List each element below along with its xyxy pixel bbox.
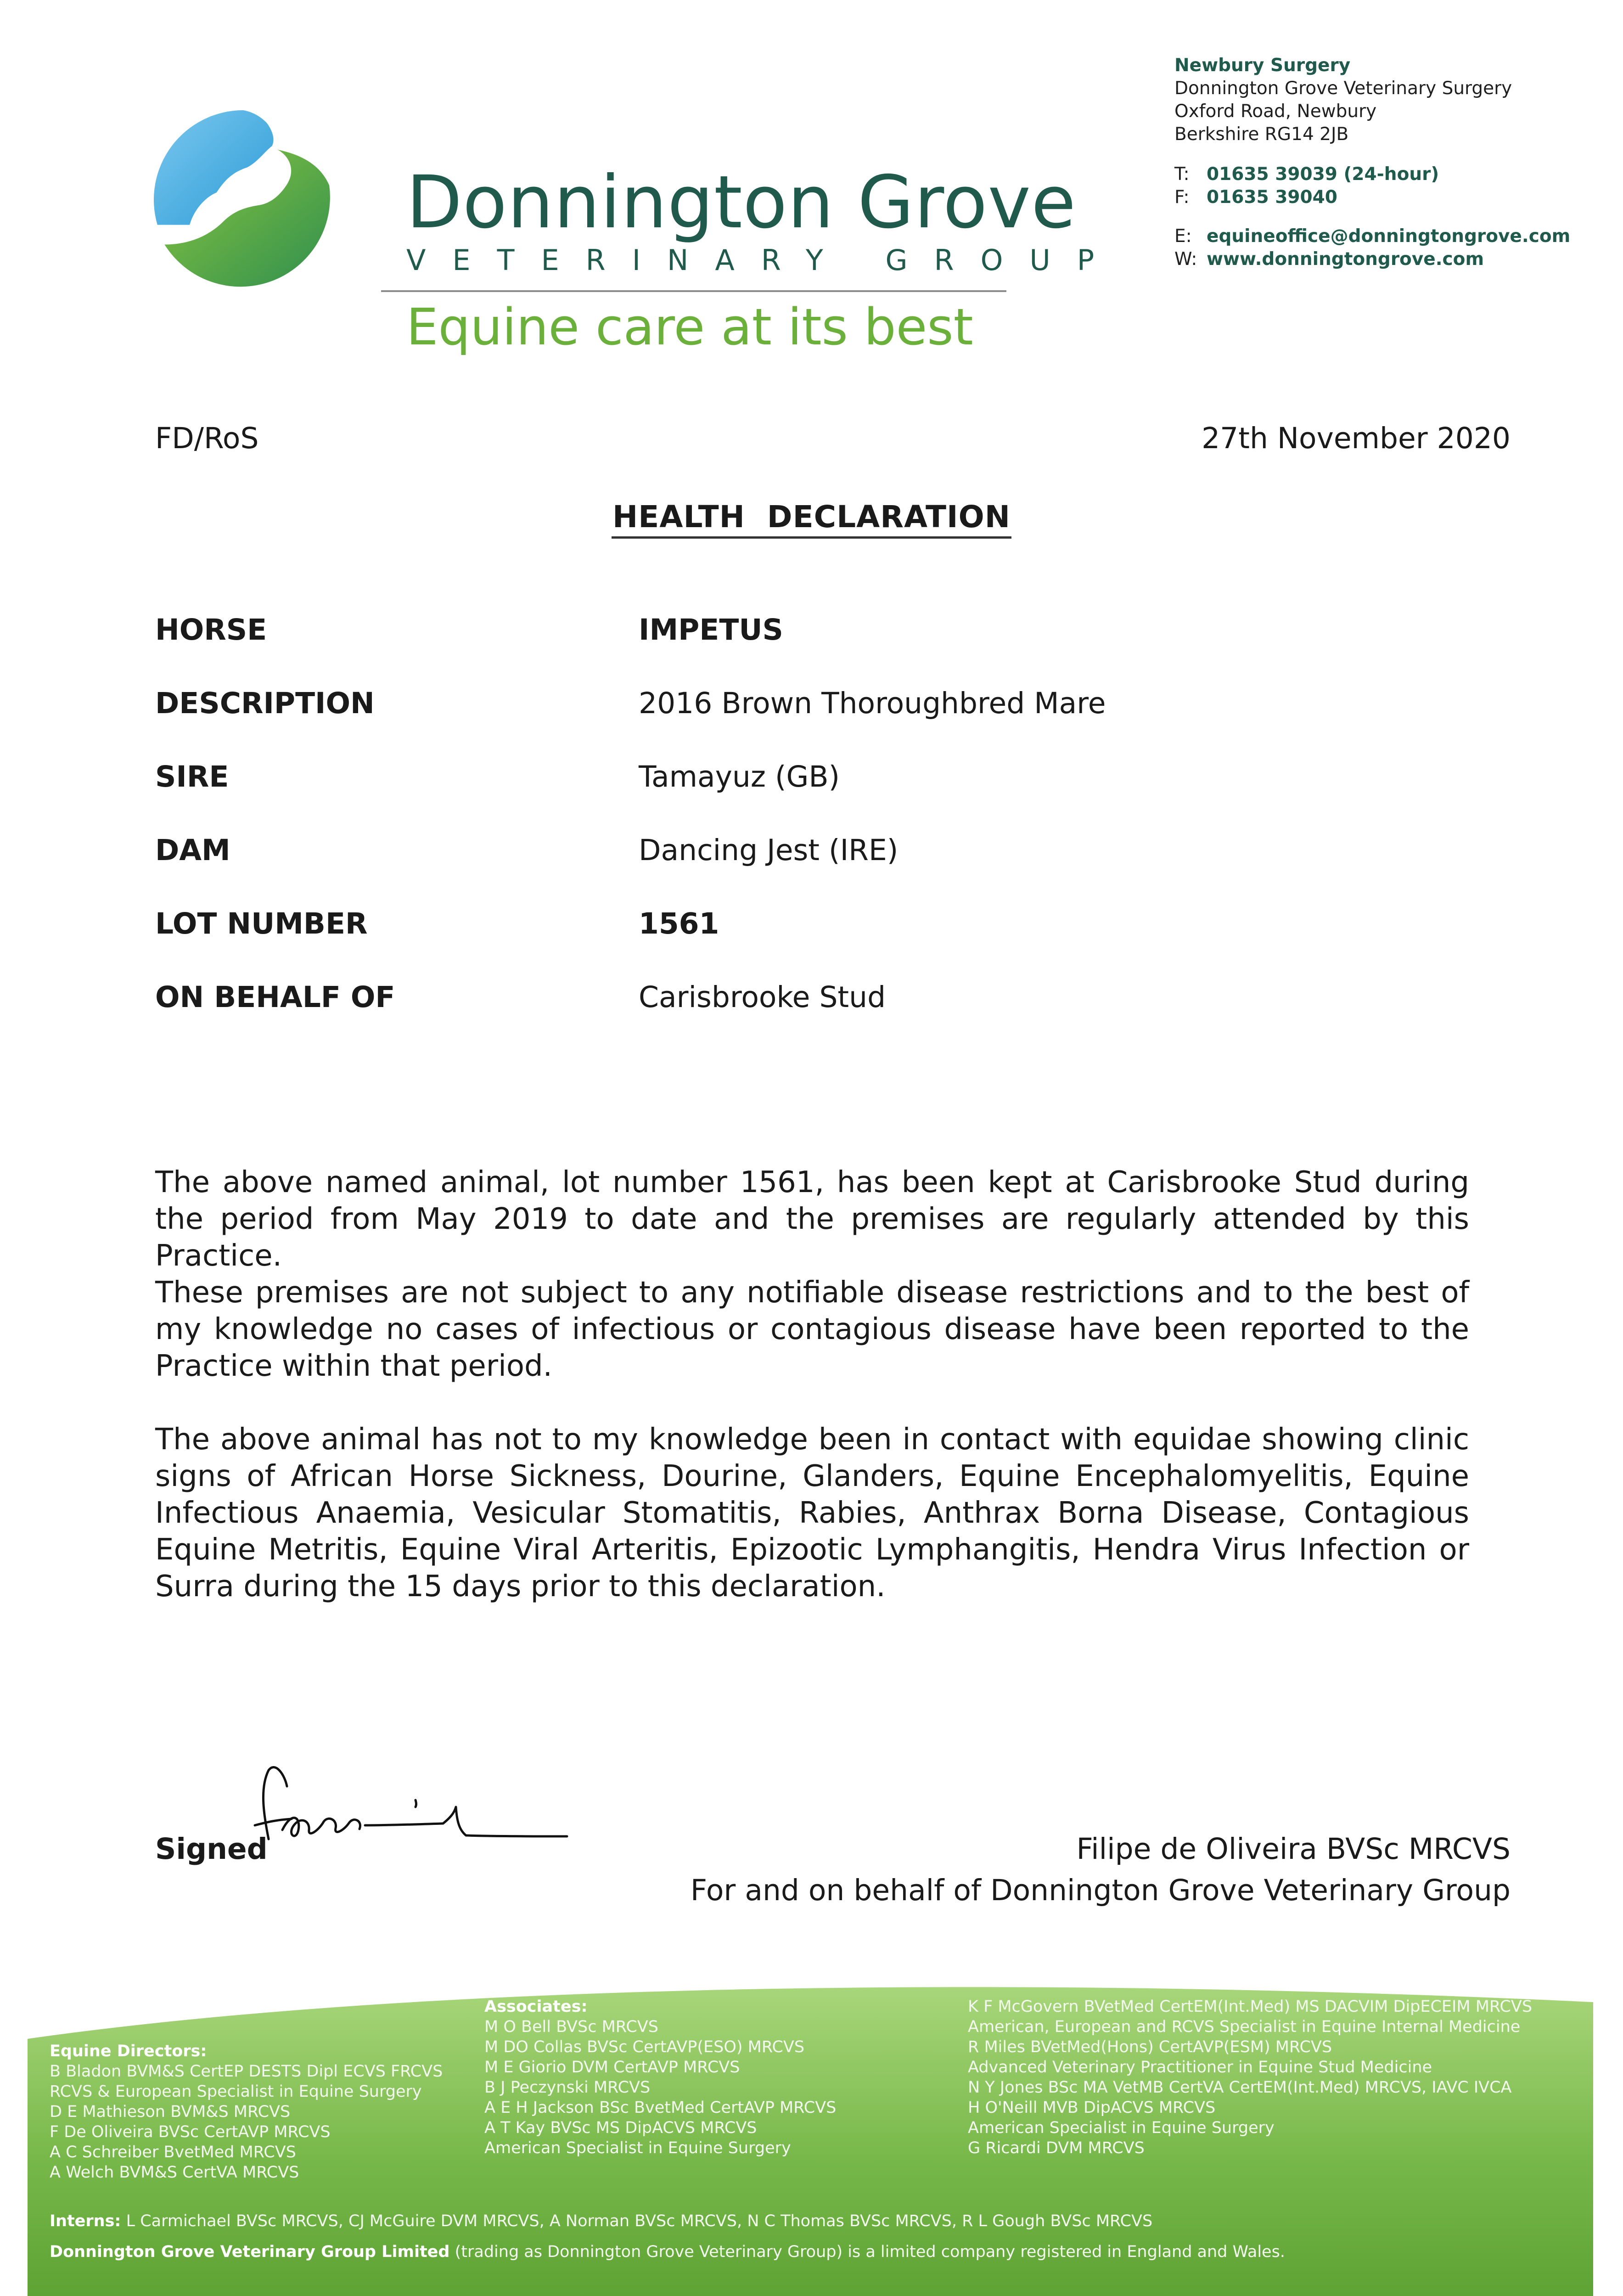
associate-entry: Advanced Veterinary Practitioner in Equine Stud Medicine xyxy=(968,2058,1432,2077)
associate-entry: M E Giorio DVM CertAVP MRCVS xyxy=(484,2058,740,2077)
tel-label: T: xyxy=(1174,164,1190,185)
director-entry: F De Oliveira BVSc CertAVP MRCVS xyxy=(50,2123,331,2141)
handwritten-signature xyxy=(250,1761,581,1867)
email-link[interactable]: equineoffice@donningtongrove.com xyxy=(1207,226,1571,247)
email-label: E: xyxy=(1174,226,1192,247)
address-line: Berkshire RG14 2JB xyxy=(1174,124,1349,145)
detail-value: Tamayuz (GB) xyxy=(639,760,840,793)
associate-entry: B J Peczynski MRCVS xyxy=(484,2078,651,2097)
declaration-paragraph: These premises are not subject to any notifiable disease restrictions and to the best of my knowledge no cases of infectious or contagious disease have been reported to the Practice within that period. xyxy=(155,1276,1469,1383)
associate-entry: N Y Jones BSc MA VetMB CertVA CertEM(Int.Med) MRCVS, IAVC IVCA xyxy=(968,2078,1512,2097)
footer-company xyxy=(50,2242,1285,2262)
footer-associates xyxy=(484,1997,836,2158)
detail-label: LOT NUMBER xyxy=(155,907,368,940)
director-entry: D E Mathieson BVM&S MRCVS xyxy=(50,2103,291,2121)
associate-entry: American, European and RCVS Specialist in Equine Internal Medicine xyxy=(968,2018,1521,2036)
detail-row-lot-number xyxy=(155,907,1533,948)
associates-heading: Associates: xyxy=(484,1998,588,2016)
brand-name: Donnington Grove xyxy=(406,160,1077,245)
brand-tagline: Equine care at its best xyxy=(406,298,973,356)
detail-label: DESCRIPTION xyxy=(155,687,375,720)
detail-value: Dancing Jest (IRE) xyxy=(639,833,899,867)
detail-row-sire xyxy=(155,760,1533,801)
detail-label: SIRE xyxy=(155,760,229,793)
detail-row-dam xyxy=(155,833,1533,875)
associate-entry: A E H Jackson BSc BvetMed CertAVP MRCVS xyxy=(484,2099,837,2117)
director-entry: A C Schreiber BvetMed MRCVS xyxy=(50,2143,296,2161)
document-title xyxy=(0,499,1623,535)
detail-label: HORSE xyxy=(155,613,267,647)
signer-name: Filipe de Oliveira BVSc MRCVS xyxy=(1076,1832,1511,1866)
fax-label: F: xyxy=(1174,187,1190,208)
detail-value: Carisbrooke Stud xyxy=(639,980,886,1014)
contact-phone xyxy=(1174,163,1439,209)
associate-entry: M DO Collas BVSc CertAVP(ESO) MRCVS xyxy=(484,2038,805,2056)
fax-number: 01635 39040 xyxy=(1207,187,1337,208)
footer-interns xyxy=(50,2211,1152,2231)
practice-logo xyxy=(154,110,333,289)
detail-value: IMPETUS xyxy=(639,613,783,647)
company-text: (trading as Donnington Grove Veterinary Group) is a limited company registered in England and Wales. xyxy=(455,2243,1285,2261)
web-label: W: xyxy=(1174,249,1197,270)
footer-directors xyxy=(50,2041,443,2183)
declaration-paragraph: The above animal has not to my knowledge been in contact with equidae showing clinic signs of African Horse Sickness, Dourine, Glanders, Equine Encephalomyelitis, Equine Infectious Anaemia, Vesicular Stomatitis, Rabies, Anthrax Borna Disease, Contagious Equine Metritis, Equine Viral Arteritis, Epizootic Lymphangitis, Hendra Virus Infection or Surra during the 15 days prior to this declaration. xyxy=(155,1423,1469,1604)
web-link[interactable]: www.donningtongrove.com xyxy=(1207,249,1484,270)
office-name: Newbury Surgery xyxy=(1174,55,1351,76)
signed-label: Signed xyxy=(155,1832,268,1866)
associate-entry: K F McGovern BVetMed CertEM(Int.Med) MS DACVIM DipECEIM MRCVS xyxy=(968,1998,1533,2016)
letter-reference: FD/RoS xyxy=(155,422,259,455)
associate-entry: American Specialist in Equine Surgery xyxy=(968,2119,1275,2137)
detail-row-description xyxy=(155,687,1533,728)
address-line: Oxford Road, Newbury xyxy=(1174,101,1377,122)
associate-entry: American Specialist in Equine Surgery xyxy=(484,2139,791,2157)
tel-number[interactable]: 01635 39039 (24-hour) xyxy=(1207,164,1439,185)
address-line: Donnington Grove Veterinary Surgery xyxy=(1174,78,1512,99)
brand-divider xyxy=(381,290,1006,292)
signer-on-behalf: For and on behalf of Donnington Grove Veterinary Group xyxy=(690,1874,1511,1907)
letter-date: 27th November 2020 xyxy=(1202,422,1511,455)
detail-label: ON BEHALF OF xyxy=(155,980,395,1014)
interns-label: Interns: xyxy=(50,2212,121,2230)
contact-online xyxy=(1174,225,1570,271)
associate-entry: G Ricardi DVM MRCVS xyxy=(968,2139,1145,2157)
associate-entry: A T Kay BVSc MS DipACVS MRCVS xyxy=(484,2119,757,2137)
declaration-paragraph: The above named animal, lot number 1561, has been kept at Carisbrooke Stud during the period from May 2019 to date and the premises are regularly attended by this Practice. xyxy=(155,1165,1469,1273)
director-entry: B Bladon BVM&S CertEP DESTS Dipl ECVS FRCVS xyxy=(50,2062,443,2081)
detail-value: 1561 xyxy=(639,907,719,940)
director-entry: RCVS & European Specialist in Equine Surgery xyxy=(50,2082,422,2101)
associate-entry: M O Bell BVSc MRCVS xyxy=(484,2018,658,2036)
interns-list: L Carmichael BVSc MRCVS, CJ McGuire DVM MRCVS, A Norman BVSc MRCVS, N C Thomas BVSc MRCVS, R L Gough BVSc MRCVS xyxy=(126,2212,1153,2230)
associate-entry: R Miles BVetMed(Hons) CertAVP(ESM) MRCVS xyxy=(968,2038,1332,2056)
detail-label: DAM xyxy=(155,833,230,867)
contact-address xyxy=(1174,54,1512,146)
footer-associates-2 xyxy=(968,1997,1532,2158)
document-title-text: HEALTH DECLARATION xyxy=(612,499,1011,539)
detail-row-horse xyxy=(155,613,1533,654)
brand-subtitle: VETERINARY GROUP xyxy=(406,243,1121,277)
company-name: Donnington Grove Veterinary Group Limited xyxy=(50,2243,450,2261)
detail-row-on-behalf-of xyxy=(155,980,1533,1022)
directors-heading: Equine Directors: xyxy=(50,2042,207,2060)
director-entry: A Welch BVM&S CertVA MRCVS xyxy=(50,2163,299,2182)
detail-value: 2016 Brown Thoroughbred Mare xyxy=(639,687,1106,720)
associate-entry: H O'Neill MVB DipACVS MRCVS xyxy=(968,2099,1216,2117)
